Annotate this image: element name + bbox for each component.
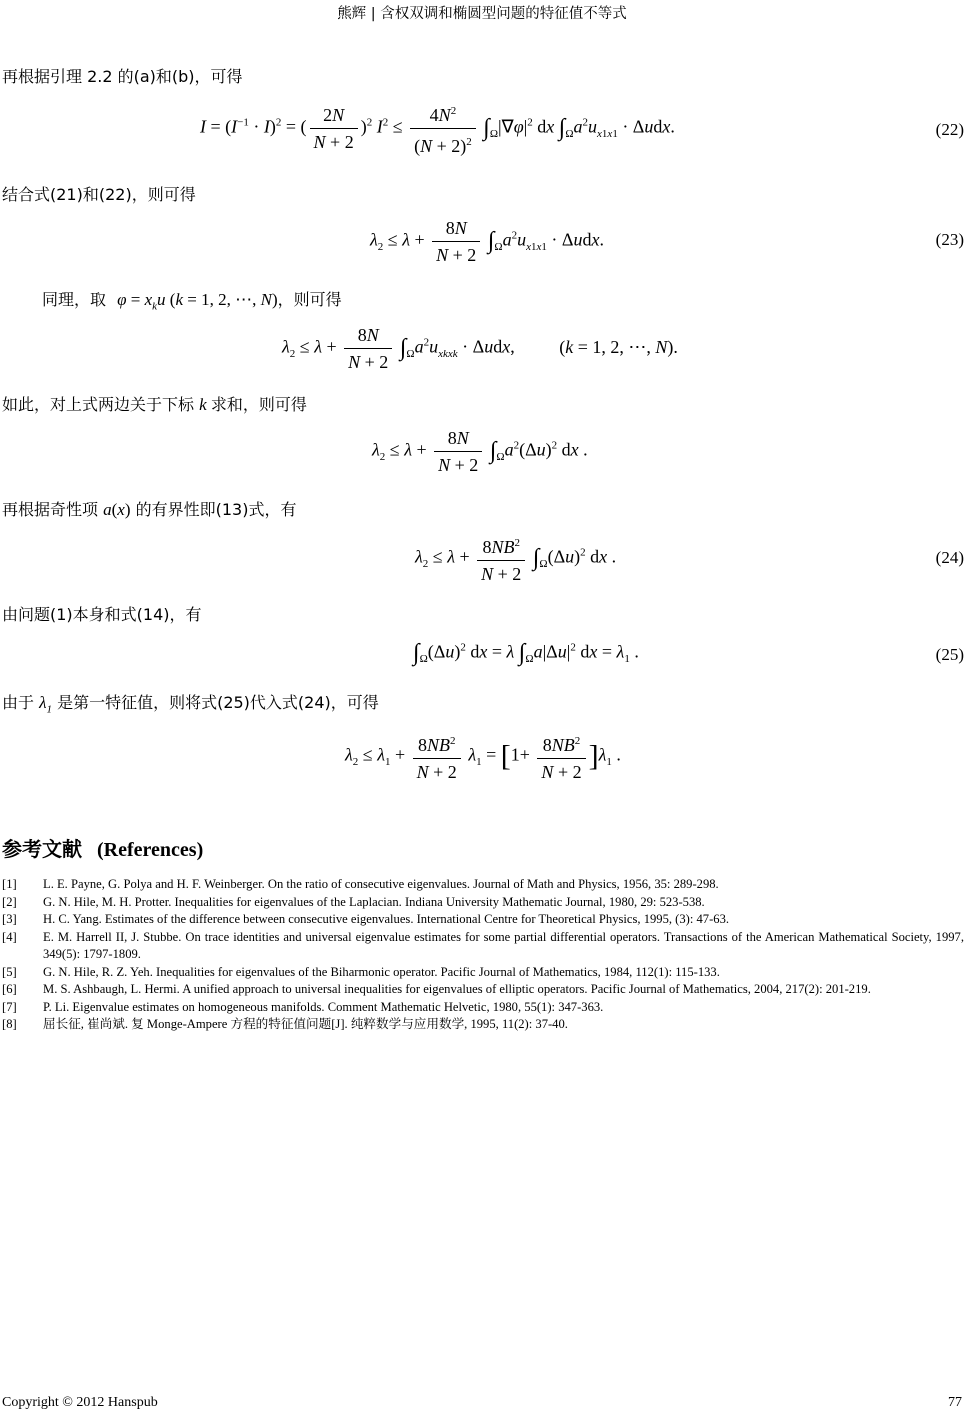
equation-number-24: (24) [935, 548, 964, 567]
reference-number: [1] [2, 877, 17, 891]
reference-text: H. C. Yang. Estimates of the difference between consecutive eigenvalues. International Centre for Theoretical Physics, 1995, (3): 47-63. [43, 912, 730, 926]
reference-number: [2] [2, 894, 17, 909]
paragraph-first-eigen: 由于 $\lambda_1$ 是第一特征值，则将式(25)代入式(24)，可得 [2, 693, 379, 716]
paragraph-singular: 再根据奇性项 a(x) 的有界性即(13)式，有 [2, 500, 297, 519]
reference-item [2, 876, 964, 894]
equation-24: $\lambda_2 \le \lambda$ + $\frac{8NB^2}{N + 2}$ $\int_\Omega(\Delta u)^2$ dx . [415, 530, 616, 587]
reference-text: M. S. Ashbaugh, L. Hermi. A unified approach to universal inequalities for eigenvalues of elliptic operators. Pacific Journal of Mathematics, 2004, 217(2): 201-219. [43, 982, 871, 996]
reference-text: L. E. Payne, G. Polya and H. F. Weinberger. On the ratio of consecutive eigenvalues. Journal of Math and Physics, 1956, 35: 289-298. [43, 877, 719, 891]
reference-item [2, 929, 964, 964]
equation-25: $\int_\Omega(\Delta u)^2$ dx = λ $\int_\Omega a|\Delta u|^2$ dx = $\lambda_1$ . [413, 640, 639, 666]
reference-text: G. N. Hile, R. Z. Yeh. Inequalities for eigenvalues of the Biharmonic operator. Pacific Journal of Mathematics, 1984, 112(1): 115-133. [43, 964, 720, 979]
reference-number: [4] [2, 929, 17, 944]
running-head: 熊辉 | 含权双调和椭圆型问题的特征值不等式 [337, 6, 627, 22]
paragraph-similarly-tail: ，则可得 [277, 290, 342, 309]
paragraph-singular-lead: 再根据奇性项 [2, 500, 99, 519]
references-heading [2, 833, 203, 862]
paragraph-sum-tail: 求和，则可得 [210, 395, 307, 414]
paragraph-similarly-lead: 同理，取 [42, 290, 107, 309]
reference-text: 屈长征, 崔尚斌. 复 Monge-Ampere 方程的特征值问题[J]. 纯粹数学与应用数学, 1995, 11(2): 37-40. [43, 1017, 568, 1031]
paragraph-first-eigen-tail: 是第一特征值，则将式(25)代入式(24)，可得 [57, 693, 379, 712]
reference-number: [5] [2, 964, 17, 979]
references-heading-en: (References) [97, 839, 204, 861]
paragraph-sum-lead: 如此，对上式两边关于下标 [2, 395, 195, 414]
reference-number: [3] [2, 912, 17, 926]
reference-item [2, 1016, 964, 1034]
reference-text: G. N. Hile, M. H. Protter. Inequalities for eigenvalues of the Laplacian. Indiana University Mathematic Journal, 1980, 29: 523-538. [43, 894, 705, 909]
paragraph-problem: 由问题(1)本身和式(14)，有 [2, 605, 202, 624]
paragraph-lemma: 再根据引理 2.2 的(a)和(b)，可得 [2, 67, 243, 86]
reference-item [2, 894, 964, 912]
paragraph-combine: 结合式(21)和(22)，则可得 [2, 185, 196, 204]
reference-number: [8] [2, 1017, 17, 1031]
footer-page-number: 77 [948, 1395, 962, 1410]
references-list [2, 876, 964, 1034]
equation-number-23: (23) [935, 230, 964, 249]
equation-22: $I = (I^{-1} \cdot I)^2$ = ( $\frac{2N}{N + 2}$ )$^2$ $I^2$ ≤ $\frac{4N^2}{(N + 2)^2}$ $\int_\Omega|\nabla\varphi|^2$ dx $\int_\Omega a^2u_{x1x1} \cdot \Delta udx$. [200, 98, 675, 159]
reference-number: [7] [2, 999, 17, 1014]
reference-item [2, 911, 964, 929]
paragraph-first-eigen-lead: 由于 [2, 693, 35, 712]
reference-item [2, 981, 964, 999]
reference-text: P. Li. Eigenvalue estimates on homogeneous manifolds. Comment Mathematic Helvetic, 1980, 55(1): 347-363. [43, 999, 604, 1014]
reference-number: [6] [2, 982, 17, 996]
equation-number-25: (25) [935, 645, 964, 664]
reference-text: E. M. Harrell II, J. Stubbe. On trace identities and universal eigenvalue estimates for some partial differential operators. Transactions of the American Mathematical Society, 1997, 349(5): 1797-1809. [43, 929, 964, 961]
equation-sum: $\lambda_2 \le \lambda$ + $\frac{8N}{N + 2}$ $\int_\Omega a^2(\Delta u)^2$ dx . [372, 425, 588, 478]
footer-copyright: Copyright © 2012 Hanspub [2, 1395, 158, 1410]
paragraph-sum: 如此，对上式两边关于下标 k 求和，则可得 [2, 395, 307, 414]
references-heading-zh: 参考文献 [2, 837, 82, 861]
reference-item [2, 964, 964, 982]
paragraph-similarly: 同理，取 $\varphi = x_ku$ (k = 1, 2, ⋯, N)，则可得 [42, 290, 342, 313]
equation-23: $\lambda_2 \le \lambda$ + $\frac{8N}{N + 2}$ $\int_\Omega a^2u_{x1x1} \cdot \Delta udx$. [370, 215, 604, 268]
paragraph-singular-tail: 的有界性即(13)式，有 [135, 500, 297, 519]
equation-k-form: $\lambda_2 \le \lambda$ + $\frac{8N}{N + 2}$ $\int_\Omega a^2u_{xkxk} \cdot \Delta udx$, (k = 1, 2, ⋯, N). [282, 322, 678, 375]
equation-final: $\lambda_2 \le \lambda_1$ + $\frac{8NB^2}{N + 2}$ $\lambda_1 = [1+$ $\frac{8NB^2}{N + 2}$ ]$\lambda_1$ . [345, 728, 621, 785]
equation-number-22: (22) [935, 120, 964, 139]
reference-item [2, 999, 964, 1017]
